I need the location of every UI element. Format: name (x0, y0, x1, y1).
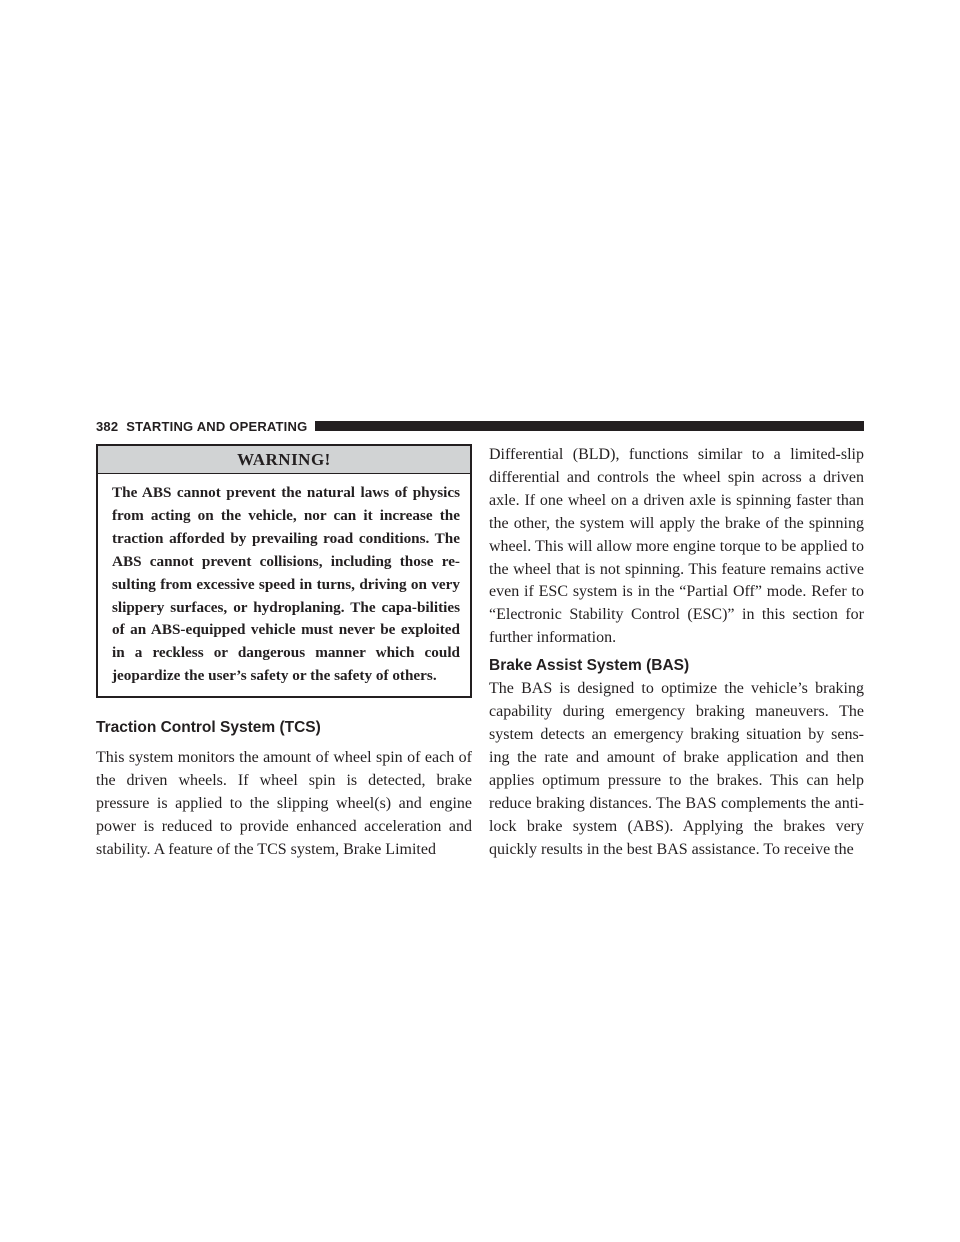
bas-paragraph: The BAS is designed to optimize the vehicle’s braking capability during emergency braking maneuvers. The system detects an emergency braking situation by sens-ing the rate and amount of brake application and then applies optimum pressure to the brakes. This can help reduce braking distances. The BAS complements the anti-lock brake system (ABS). Applying the brakes very quickly results in the best BAS assistance. To receive the (489, 680, 864, 858)
warning-text: The ABS cannot prevent the natural laws of physics from acting on the vehicle, nor can it increase the traction afforded by prevailing road conditions. The ABS cannot prevent collisions, including those re-sulting from excessive speed in turns, driving on very slippery surfaces, or hydroplaning. The capa-bilities of an ABS-equipped vehicle must never be exploited in a reckless or dangerous manner which could jeopardize the user’s safety or the safety of others. (112, 484, 460, 685)
tcs-paragraph-continued: Differential (BLD), functions similar to a limited-slip differential and controls the wheel spin across a driven axle. If one wheel on a driven axle is spinning faster than the other, the system will apply the brake of the spinning wheel. This will allow more engine torque to be applied to the wheel that is not spinning. This feature remains active even if ESC system is in the “Partial Off” mode. Refer to “Electronic Stability Control (ESC)” in this section for further information. (489, 446, 864, 647)
tcs-heading: Traction Control System (TCS) (96, 719, 321, 737)
left-column (96, 444, 472, 862)
page-number: 382 (96, 418, 119, 434)
warning-box (96, 444, 472, 698)
tcs-paragraph-start: This system monitors the amount of wheel spin of each of the driven wheels. If wheel spin is detected, brake pressure is applied to the slipping wheel(s) and engine power is reduced to provide enhanced acceleration and stability. A feature of the TCS system, Brake Limited (96, 749, 472, 858)
page-header (96, 416, 864, 436)
warning-title: WARNING! (98, 446, 470, 474)
right-column (489, 444, 864, 861)
bas-heading: Brake Assist System (BAS) (489, 657, 690, 675)
header-rule (315, 421, 864, 431)
section-title: STARTING AND OPERATING (126, 418, 308, 434)
